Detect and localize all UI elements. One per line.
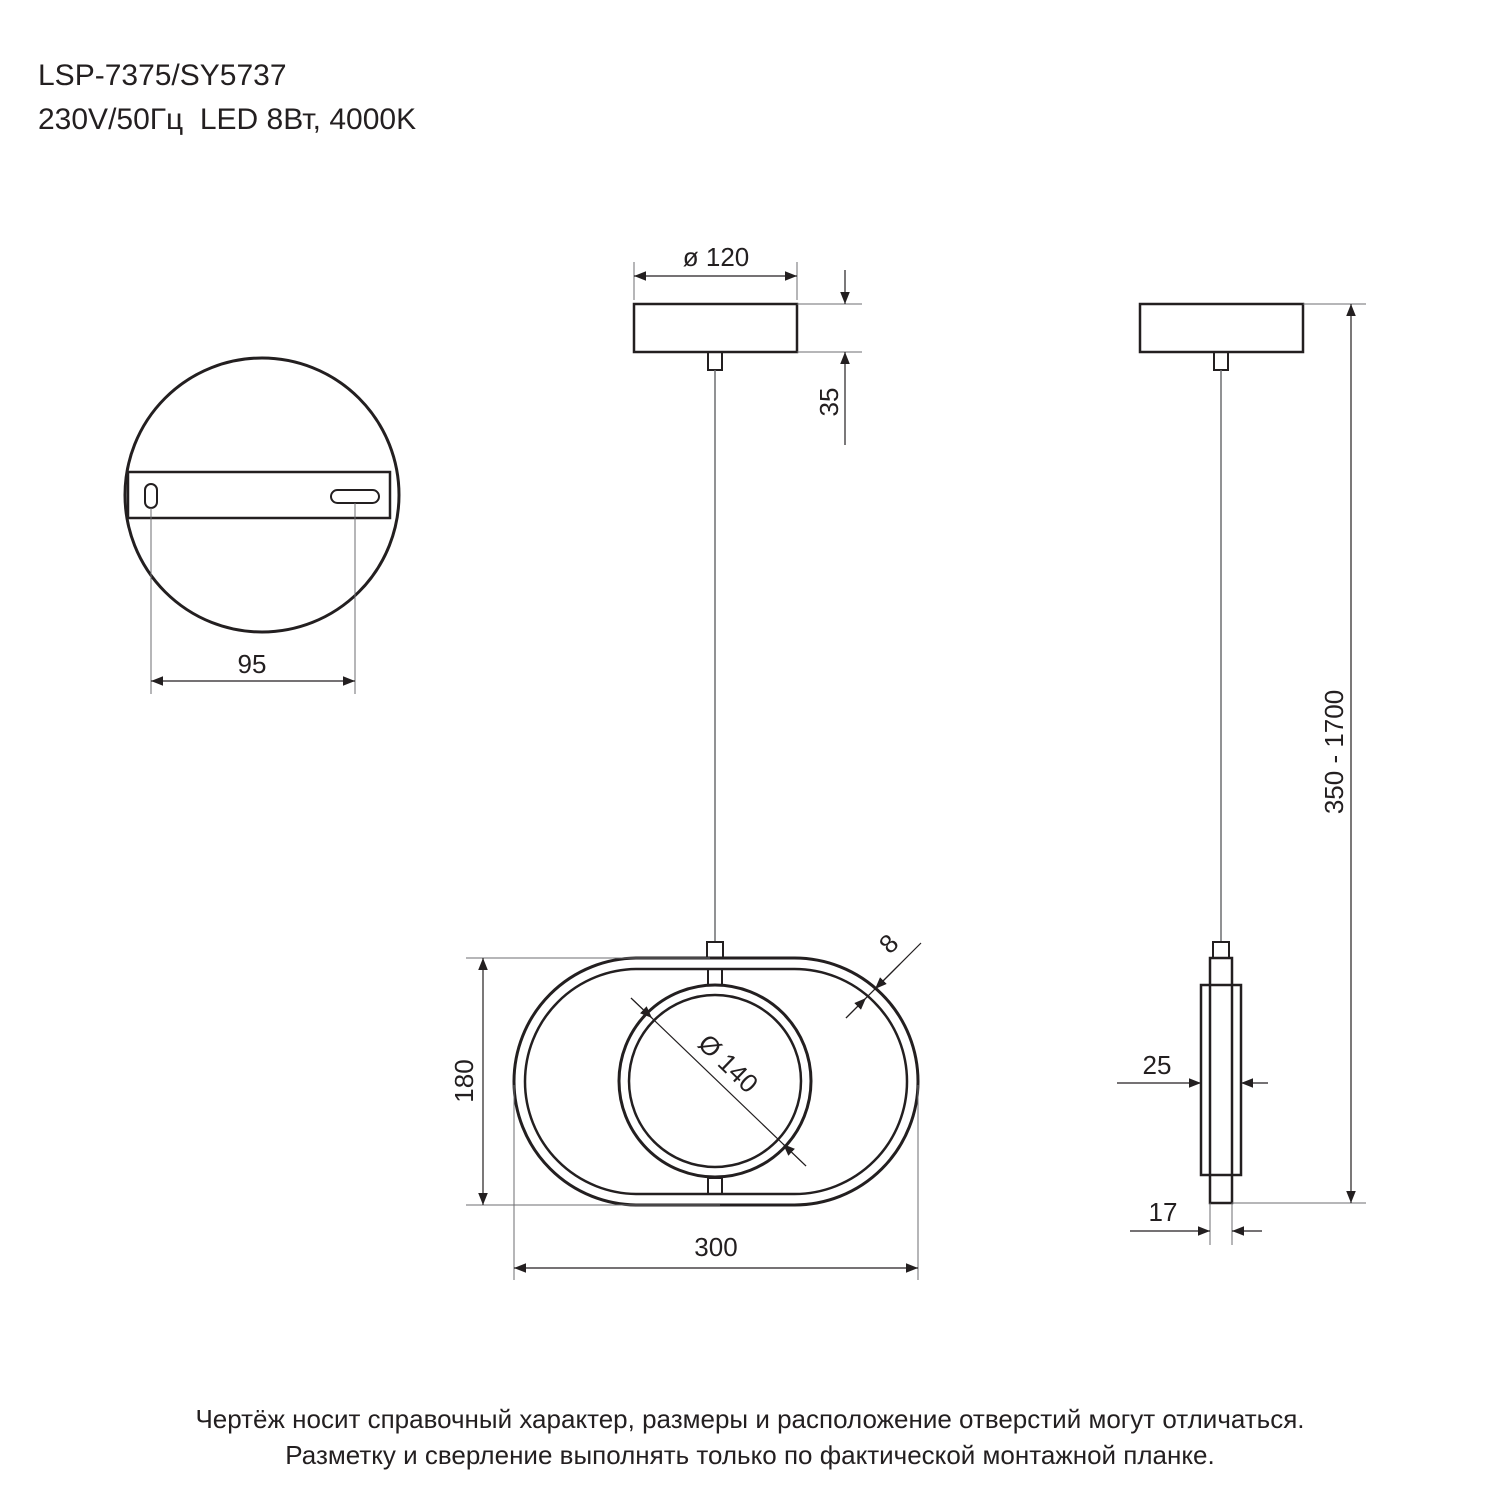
lamp-connector-side — [1213, 942, 1229, 958]
canopy-front — [634, 304, 797, 352]
mounting-plate-view — [125, 358, 399, 694]
dim-bracket-hole-spacing: 95 — [237, 649, 267, 679]
lamp-connector-top — [707, 942, 723, 958]
ring-post-bottom — [708, 1178, 722, 1194]
ring-side — [1201, 985, 1241, 1175]
ring-post-top — [708, 969, 722, 985]
oval-frame-inner — [525, 969, 907, 1194]
bracket-hole-round — [145, 484, 157, 508]
dim-frame-profile-width: 8 — [872, 927, 905, 960]
canopy-connector — [708, 352, 722, 370]
dim-frame-width: 300 — [694, 1232, 738, 1262]
dim-frame-height: 180 — [449, 1059, 479, 1103]
model-number: LSP-7375/SY5737 — [38, 59, 287, 92]
dim-canopy-diameter: ø 120 — [682, 242, 750, 272]
frame-side — [1210, 958, 1232, 1203]
canopy-circle — [125, 358, 399, 632]
dim-canopy-height: 35 — [814, 387, 844, 417]
dim-frame-depth: 25 — [1142, 1050, 1172, 1080]
dim-ring-depth: 17 — [1148, 1197, 1178, 1227]
footnote-line-1: Чертёж носит справочный характер, размеры и расположение отверстий могут отличаться. — [195, 1404, 1305, 1434]
mounting-bracket — [128, 472, 390, 518]
electrical-specs: 230V/50Гц LED 8Вт, 4000K — [38, 103, 417, 136]
dim-suspension-length: 350 - 1700 — [1319, 689, 1349, 815]
dim-ring-diameter: Ø 140 — [692, 1028, 765, 1099]
canopy-side — [1140, 304, 1303, 352]
front-view — [466, 262, 921, 1280]
bracket-hole-slot — [331, 490, 379, 503]
canopy-side-connector — [1214, 352, 1228, 370]
footnote-line-2: Разметку и сверление выполнять только по фактической монтажной планке. — [285, 1440, 1215, 1470]
